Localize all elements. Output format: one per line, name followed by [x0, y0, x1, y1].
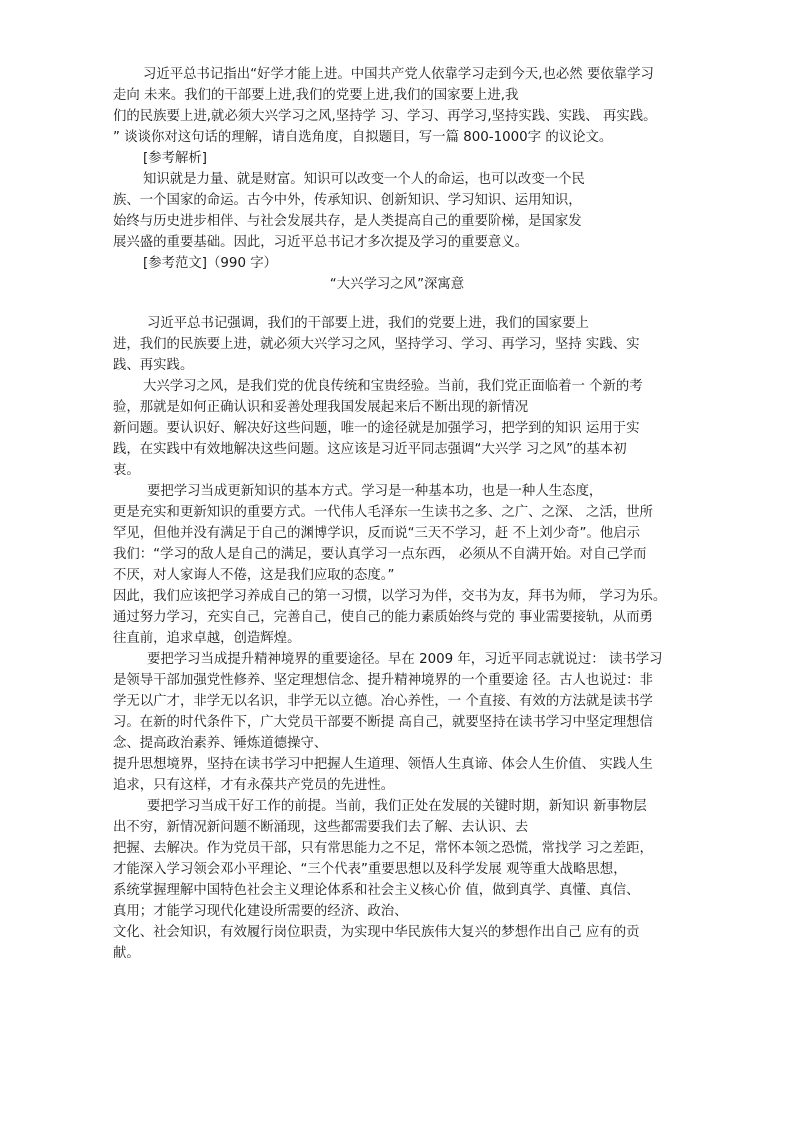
- essay-title: “大兴学习之风”深寓意: [329, 277, 465, 292]
- essay-line: 通过努力学习，充实自己，完善自己，使自己的能力素质始终与党的 事业需要接轨，从而勇: [113, 610, 653, 625]
- essay-line: 献。: [113, 946, 140, 961]
- essay-heading: [参考范文]（990 字）: [143, 256, 277, 271]
- essay-line: 我们：“学习的敌人是自己的满足，要认真学习一点东西， 必须从不自满开始。对自己学而: [113, 547, 647, 562]
- essay-line: 践、再实践。: [113, 358, 194, 373]
- essay-line: 因此，我们应该把学习养成自己的第一习惯，以学习为伴，交书为友，拜书为师， 学习为乐。: [113, 589, 667, 604]
- question-line: ” 谈谈你对这句话的理解，请自选角度，自拟题目，写一篇 800-1000字 的议论文。: [113, 130, 613, 145]
- question-line: 走向 未来。我们的干部要上进,我们的党要上进,我们的国家要上进,我: [113, 88, 519, 103]
- essay-line: 衷。: [113, 463, 140, 478]
- question-line: 们的民族要上进,就必须大兴学习之风,坚持学 习、学习、再学习,坚持实践、实践、 再实践。: [113, 109, 657, 124]
- essay-line: 念、提高政治素养、锤炼道德操守、: [113, 736, 328, 751]
- analysis-line: 知识就是力量、就是财富。知识可以改变一个人的命运，也可以改变一个民: [143, 172, 585, 187]
- essay-line: 学无以广才，非学无以名识，非学无以立德。冶心养性，一 个直接、有效的方法就是读书学: [113, 694, 653, 709]
- essay-line: 追求，只有这样，才有永葆共产党员的先进性。: [113, 778, 395, 793]
- essay-line: 往直前，追求卓越，创造辉煌。: [113, 631, 301, 646]
- essay-line: 更是充实和更新知识的重要方式。一代伟人毛泽东一生读书之多、之广、之深、 之活，世所: [113, 505, 653, 520]
- essay-line: 系统掌握理解中国特色社会主义理论体系和社会主义核心价 值，做到真学、真懂、真信、: [113, 883, 640, 898]
- essay-line: 习近平总书记强调，我们的干部要上进，我们的党要上进，我们的国家要上: [147, 316, 589, 331]
- essay-line: 提升思想境界，坚持在读书学习中把握人生道理、领悟人生真谛、体会人生价值、 实践人生: [113, 757, 653, 772]
- essay-line: 要把学习当成更新知识的基本方式。学习是一种基本功，也是一种人生态度，: [147, 484, 603, 499]
- analysis-line: 族、一个国家的命运。古今中外，传承知识、创新知识、学习知识、运用知识，: [113, 193, 582, 208]
- essay-line: 习。在新的时代条件下，广大党员干部要不断提 高自己，就要坚持在读书学习中坚定理想信: [113, 715, 653, 730]
- essay-line: 出不穷，新情况新问题不断涌现，这些都需要我们去了解、去认识、去: [113, 820, 529, 835]
- question-line: 习近平总书记指出“好学才能上进。中国共产党人依靠学习走到今天,也必然 要依靠学习: [143, 67, 654, 82]
- essay-line: 新问题。要认识好、解决好这些问题，唯一的途径就是加强学习，把学到的知识 运用于实: [113, 421, 640, 436]
- essay-line: 进，我们的民族要上进，就必须大兴学习之风，坚持学习、学习、再学习，坚持 实践、实: [113, 337, 640, 352]
- essay-line: 罕见，但他并没有满足于自己的渊博学识，反而说“三天不学习，赶 不上刘少奇”。他启示: [113, 526, 640, 541]
- essay-line: 才能深入学习领会邓小平理论、“三个代表”重要思想以及科学发展 观等重大战略思想，: [113, 862, 627, 877]
- essay-line: 把握、去解决。作为党员干部，只有常思能力之不足，常怀本领之恐慌，常找学 习之差距，: [113, 841, 653, 856]
- essay-line: 要把学习当成提升精神境界的重要途径。早在 2009 年，习近平同志就说过： 读书学习: [147, 652, 663, 667]
- analysis-line: 展兴盛的重要基础。因此，习近平总书记才多次提及学习的重要意义。: [113, 235, 529, 250]
- essay-line: 真用；才能学习现代化建设所需要的经济、政治、: [113, 904, 408, 919]
- essay-line: 大兴学习之风，是我们党的优良传统和宝贵经验。当前，我们党正面临着一 个新的考: [143, 379, 643, 394]
- essay-line: 验，那就是如何正确认识和妥善处理我国发展起来后不断出现的新情况: [113, 400, 529, 415]
- essay-line: 践，在实践中有效地解决这些问题。这应该是习近平同志强调“大兴学 习之风”的基本初: [113, 442, 627, 457]
- essay-line: 文化、社会知识，有效履行岗位职责，为实现中华民族伟大复兴的梦想作出自己 应有的贡: [113, 925, 640, 940]
- analysis-heading: [参考解析]: [143, 151, 208, 166]
- essay-line: 是领导干部加强党性修养、坚定理想信念、提升精神境界的一个重要途 径。古人也说过：非: [113, 673, 653, 688]
- analysis-line: 始终与历史进步相伴、与社会发展共存，是人类提高自己的重要阶梯，是国家发: [113, 214, 582, 229]
- essay-line: 不厌，对人家诲人不倦，这是我们应取的态度。”: [113, 568, 395, 583]
- essay-line: 要把学习当成干好工作的前提。当前，我们正处在发展的关键时期，新知识 新事物层: [147, 799, 647, 814]
